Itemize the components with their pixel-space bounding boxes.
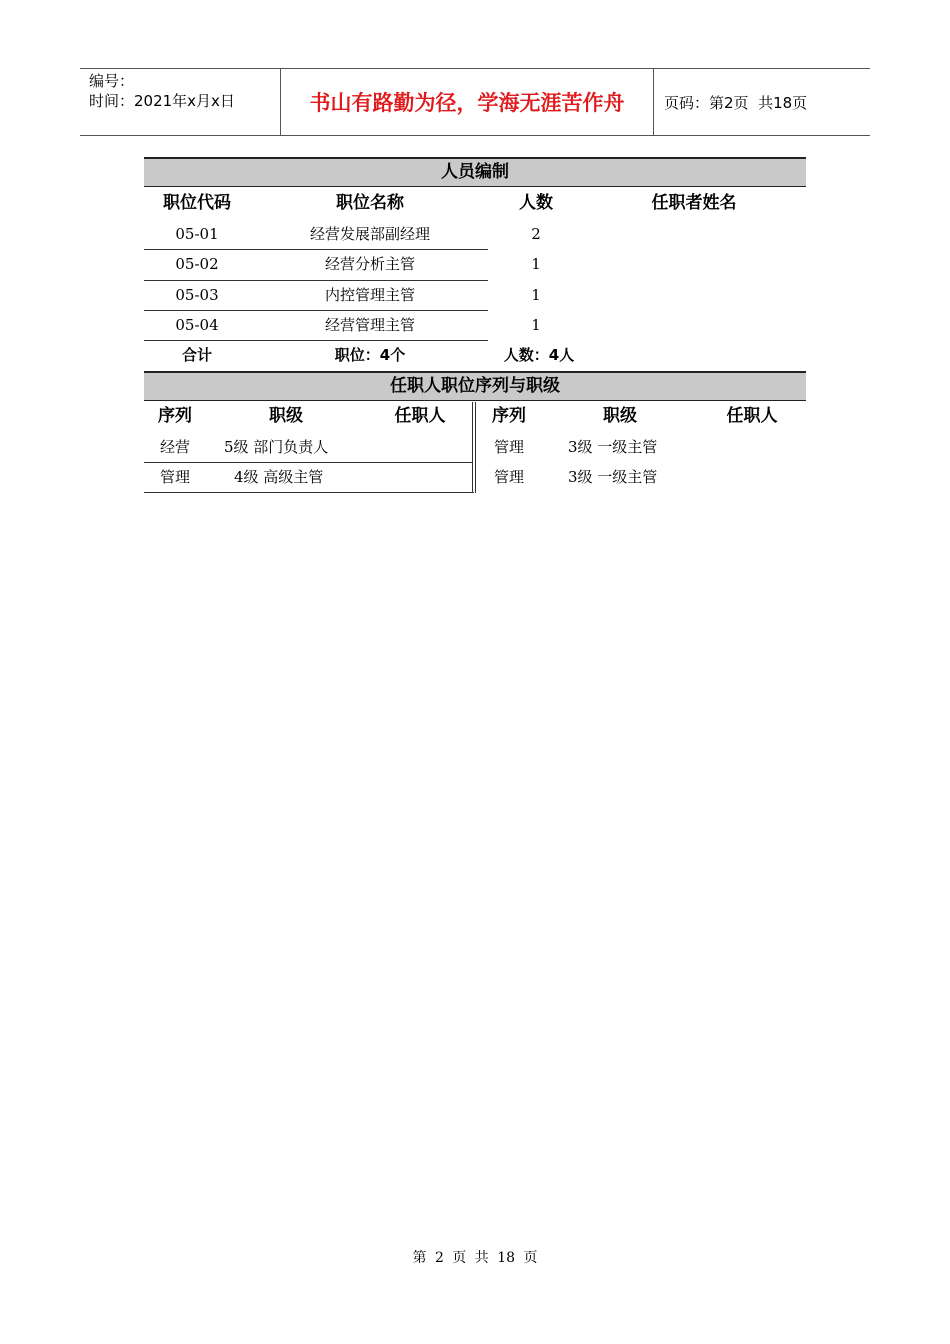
- sequence-title: 任职人职位序列与职级: [144, 371, 806, 401]
- table-row: [144, 310, 806, 340]
- col-seq: 序列: [158, 406, 192, 426]
- number-label: 编号：: [89, 72, 135, 90]
- col-seq-right: 序列: [492, 406, 526, 426]
- position-count: 1: [531, 316, 541, 334]
- page-info-text: 页码：第2页 共18页: [664, 93, 808, 112]
- col-holder-right: 任职人: [726, 406, 778, 426]
- staffing-title: 人员编制: [144, 157, 806, 187]
- column-divider: [472, 402, 473, 493]
- total-row: [144, 340, 806, 370]
- seq-name: 管理: [493, 438, 524, 456]
- col-code: 职位代码: [163, 193, 231, 213]
- col-holder: 任职者姓名: [651, 193, 737, 213]
- position-name: 内控管理主管: [324, 286, 415, 304]
- page-footer: 第 2 页 共 18 页: [412, 1250, 538, 1266]
- position-count: 1: [531, 255, 541, 273]
- table-row: [144, 249, 806, 279]
- col-count: 人数: [519, 193, 553, 213]
- col-level: 职级: [269, 406, 303, 426]
- seq-level: 4级 高级主管: [234, 468, 324, 486]
- seq-name: 管理: [159, 468, 190, 486]
- seq-level: 3级 一级主管: [568, 468, 658, 486]
- table-row: [144, 280, 806, 310]
- col-name: 职位名称: [336, 193, 404, 213]
- column-divider: [475, 402, 476, 493]
- total-label: 合计: [181, 346, 212, 364]
- position-code: 05-02: [175, 255, 219, 273]
- position-code: 05-04: [175, 316, 219, 334]
- position-code: 05-01: [175, 225, 219, 243]
- staffing-header-row: [144, 188, 806, 218]
- total-positions: 职位：4个: [334, 346, 406, 364]
- header-motto: 书山有路勤为径，学海无涯苦作舟: [281, 69, 654, 135]
- page-header: [80, 68, 870, 136]
- position-count: 2: [531, 225, 541, 243]
- header-page-info: [654, 69, 870, 135]
- table-row: [144, 219, 806, 249]
- position-name: 经营分析主管: [324, 255, 415, 273]
- col-level-right: 职级: [603, 406, 637, 426]
- seq-name: 经营: [159, 438, 190, 456]
- row-divider: [144, 492, 474, 493]
- position-code: 05-03: [175, 286, 219, 304]
- col-holder: 任职人: [394, 406, 446, 426]
- total-people: 人数：4人: [503, 346, 575, 364]
- seq-level: 3级 一级主管: [568, 438, 658, 456]
- seq-level: 5级 部门负责人: [224, 438, 329, 456]
- position-name: 经营发展部副经理: [309, 225, 430, 243]
- time-label: 时间：2021年x月x日: [89, 92, 235, 110]
- position-name: 经营管理主管: [324, 316, 415, 334]
- position-count: 1: [531, 286, 541, 304]
- header-meta: [80, 69, 281, 135]
- seq-name: 管理: [493, 468, 524, 486]
